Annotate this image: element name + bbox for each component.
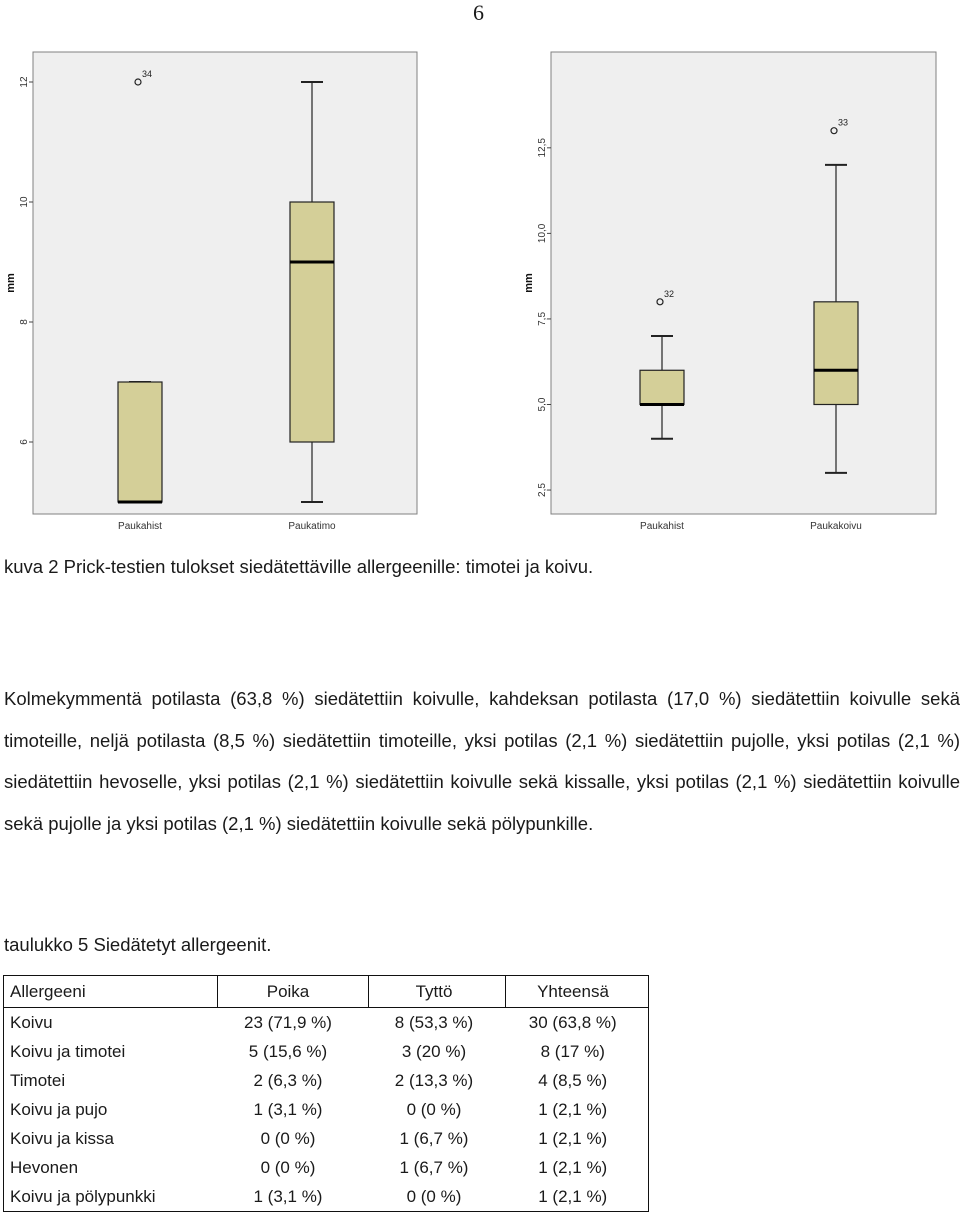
y-axis-label: mm xyxy=(5,273,17,293)
cell-allergen: Koivu ja kissa xyxy=(10,1128,114,1148)
boxplot-timotei xyxy=(0,45,420,540)
y-tick-label: 5,0 xyxy=(537,397,548,412)
y-axis-label: mm xyxy=(523,273,535,293)
outlier-label: 34 xyxy=(142,69,153,79)
cell-boys: 0 (0 %) xyxy=(260,1157,316,1177)
x-category-label: Paukatimo xyxy=(288,521,336,532)
page-number: 6 xyxy=(473,0,484,25)
x-category-label: Paukakoivu xyxy=(810,521,862,532)
cell-girls: 1 (6,7 %) xyxy=(399,1128,469,1148)
cell-girls: 2 (13,3 %) xyxy=(394,1070,474,1090)
y-tick-label: 8 xyxy=(19,319,30,325)
cell-total: 1 (2,1 %) xyxy=(538,1157,608,1177)
table-header-row xyxy=(4,976,649,1008)
table-row xyxy=(4,1037,649,1066)
cell-girls: 0 (0 %) xyxy=(406,1186,462,1206)
cell-boys: 0 (0 %) xyxy=(260,1128,316,1148)
cell-boys: 2 (6,3 %) xyxy=(253,1070,323,1090)
cell-girls: 3 (20 %) xyxy=(401,1041,467,1061)
y-tick-label: 2,5 xyxy=(537,483,548,497)
y-tick-label: 7,5 xyxy=(537,311,548,326)
y-tick-label: 12 xyxy=(19,76,30,88)
iqr-box xyxy=(290,202,334,442)
cell-allergen: Koivu ja pujo xyxy=(10,1099,108,1119)
cell-allergen: Timotei xyxy=(10,1070,66,1090)
table-row xyxy=(4,1182,649,1212)
cell-total: 4 (8,5 %) xyxy=(538,1070,608,1090)
cell-allergen: Koivu ja timotei xyxy=(10,1041,126,1061)
cell-boys: 1 (3,1 %) xyxy=(253,1186,323,1206)
x-category-label: Paukahist xyxy=(118,521,162,532)
cell-allergen: Hevonen xyxy=(10,1157,79,1177)
header-girls: Tyttö xyxy=(369,976,506,1008)
table-row xyxy=(4,1066,649,1095)
cell-total: 30 (63,8 %) xyxy=(528,1012,617,1032)
table-row xyxy=(4,1124,649,1153)
table-title: taulukko 5 Siedätetyt allergeenit. xyxy=(4,934,272,955)
cell-girls: 1 (6,7 %) xyxy=(399,1157,469,1177)
outlier-label: 32 xyxy=(664,288,675,299)
cell-boys: 5 (15,6 %) xyxy=(248,1041,328,1061)
y-tick-label: 10,0 xyxy=(537,223,548,244)
table-row xyxy=(4,1153,649,1182)
y-tick-label: 10 xyxy=(19,196,30,208)
iqr-box xyxy=(814,302,858,405)
cell-total: 1 (2,1 %) xyxy=(538,1099,608,1119)
cell-allergen: Koivu xyxy=(10,1012,53,1032)
plot-area xyxy=(551,52,936,514)
cell-total: 1 (2,1 %) xyxy=(538,1128,608,1148)
cell-allergen: Koivu ja pölypunkki xyxy=(10,1186,156,1206)
iqr-box xyxy=(640,370,684,404)
header-total: Yhteensä xyxy=(506,976,649,1008)
figure-caption: kuva 2 Prick-testien tulokset siedätettäville allergeenille: timotei ja koivu. xyxy=(4,556,594,577)
plot-area xyxy=(33,52,417,514)
cell-boys: 23 (71,9 %) xyxy=(244,1012,332,1032)
cell-total: 1 (2,1 %) xyxy=(538,1186,608,1206)
cell-total: 8 (17 %) xyxy=(540,1041,605,1061)
x-category-label: Paukahist xyxy=(640,521,684,532)
table-row xyxy=(4,1095,649,1124)
cell-girls: 8 (53,3 %) xyxy=(394,1012,474,1032)
boxplot-koivu xyxy=(518,45,938,540)
body-paragraph: Kolmekymmentä potilasta (63,8 %) siedätettiin koivulle, kahdeksan potilasta (17,0 %) siedätettiin koivulle sekä timoteille, neljä potilasta (8,5 %) siedätettiin timoteille, yksi potilas (2,1 %) siedätettiin pujolle, yksi potilas (2,1 %) siedätettiin hevoselle, yksi potilas (2,1 %) siedätettiin koivulle sekä kissalle, yksi potilas (2,1 %) siedätettiin koivulle sekä pujolle ja yksi potilas (2,1 %) siedätettiin koivulle sekä pölypunkille. xyxy=(4,688,960,834)
cell-girls: 0 (0 %) xyxy=(406,1099,462,1119)
allergen-table xyxy=(3,975,649,1212)
outlier-label: 33 xyxy=(838,117,849,128)
table-row xyxy=(4,1008,649,1038)
iqr-box xyxy=(118,382,162,502)
header-allergen: Allergeeni xyxy=(4,976,218,1008)
cell-boys: 1 (3,1 %) xyxy=(253,1099,323,1119)
y-tick-label: 6 xyxy=(19,439,30,445)
header-boys: Poika xyxy=(218,976,369,1008)
y-tick-label: 12,5 xyxy=(537,138,548,158)
